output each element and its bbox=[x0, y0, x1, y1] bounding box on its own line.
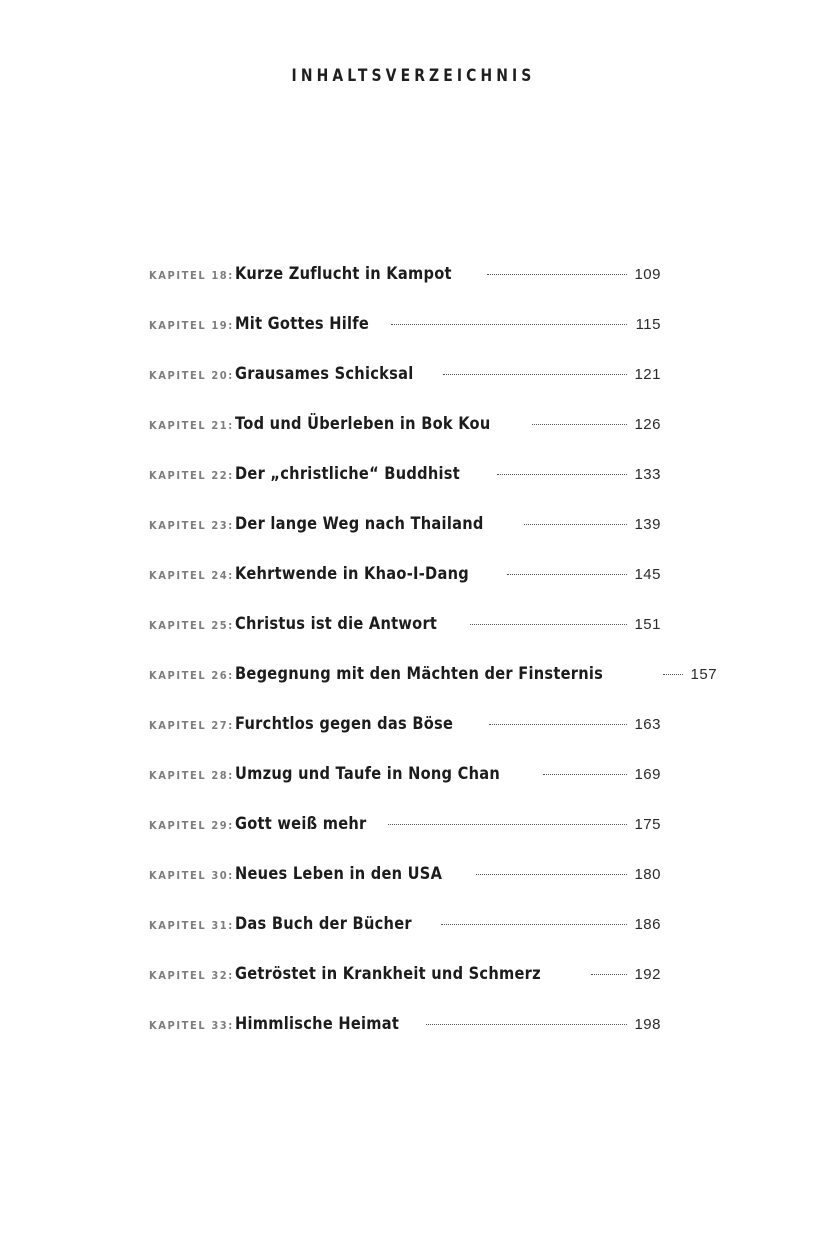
toc-entry[interactable] bbox=[149, 714, 661, 764]
page-number: 163 bbox=[634, 716, 661, 733]
page-number: 109 bbox=[634, 266, 661, 283]
page-number: 192 bbox=[634, 966, 661, 983]
page-title: INHALTSVERZEICHNIS bbox=[291, 66, 536, 86]
page-number: 175 bbox=[634, 816, 661, 833]
toc-entry[interactable] bbox=[149, 764, 661, 814]
toc-entry[interactable] bbox=[149, 914, 661, 964]
chapter-label: KAPITEL 20: bbox=[149, 369, 234, 382]
dot-leader bbox=[524, 524, 627, 525]
chapter-label: KAPITEL 21: bbox=[149, 419, 234, 432]
toc-entry[interactable] bbox=[149, 664, 718, 714]
dot-leader bbox=[391, 324, 627, 325]
page-number: 115 bbox=[635, 316, 661, 333]
page-number: 151 bbox=[634, 616, 661, 633]
toc-entry[interactable] bbox=[149, 364, 661, 414]
toc-entry[interactable] bbox=[149, 964, 661, 1014]
chapter-title: Himmlische Heimat bbox=[235, 1014, 400, 1034]
chapter-title: Getröstet in Krankheit und Schmerz bbox=[235, 964, 541, 984]
dot-leader bbox=[507, 574, 627, 575]
dot-leader bbox=[543, 774, 627, 775]
chapter-title: Grausames Schicksal bbox=[235, 364, 414, 384]
chapter-title: Furchtlos gegen das Böse bbox=[235, 714, 454, 734]
toc-entry[interactable] bbox=[149, 1014, 661, 1064]
chapter-label: KAPITEL 29: bbox=[149, 819, 234, 832]
chapter-title: Der lange Weg nach Thailand bbox=[235, 514, 484, 534]
chapter-title: Der „christliche“ Buddhist bbox=[235, 464, 460, 484]
chapter-label: KAPITEL 25: bbox=[149, 619, 234, 632]
dot-leader bbox=[497, 474, 627, 475]
toc-entry[interactable] bbox=[149, 564, 661, 614]
chapter-title: Kurze Zuflucht in Kampot bbox=[235, 264, 452, 284]
chapter-label: KAPITEL 31: bbox=[149, 919, 234, 932]
chapter-label: KAPITEL 18: bbox=[149, 269, 234, 282]
dot-leader bbox=[443, 374, 627, 375]
chapter-title: Christus ist die Antwort bbox=[235, 614, 438, 634]
dot-leader bbox=[388, 824, 627, 825]
dot-leader bbox=[426, 1024, 627, 1025]
page-number: 139 bbox=[634, 516, 661, 533]
page-number: 169 bbox=[634, 766, 661, 783]
toc-entry[interactable] bbox=[149, 464, 661, 514]
chapter-label: KAPITEL 27: bbox=[149, 719, 234, 732]
chapter-title: Das Buch der Bücher bbox=[235, 914, 412, 934]
page-number: 180 bbox=[634, 866, 661, 883]
chapter-label: KAPITEL 32: bbox=[149, 969, 234, 982]
toc-entry[interactable] bbox=[149, 514, 661, 564]
page-number: 198 bbox=[634, 1016, 661, 1033]
dot-leader bbox=[591, 974, 627, 975]
chapter-label: KAPITEL 26: bbox=[149, 669, 234, 682]
dot-leader bbox=[532, 424, 627, 425]
page-number: 157 bbox=[690, 666, 718, 683]
dot-leader bbox=[470, 624, 627, 625]
chapter-title: Tod und Überleben in Bok Kou bbox=[235, 414, 491, 434]
dot-leader bbox=[487, 274, 627, 275]
chapter-label: KAPITEL 23: bbox=[149, 519, 234, 532]
chapter-title: Begegnung mit den Mächten der Finsternis bbox=[235, 664, 604, 684]
page-number: 186 bbox=[634, 916, 661, 933]
dot-leader bbox=[476, 874, 627, 875]
page-number: 121 bbox=[634, 366, 661, 383]
dot-leader bbox=[663, 674, 683, 675]
chapter-title: Kehrtwende in Khao-I-Dang bbox=[235, 564, 469, 584]
chapter-label: KAPITEL 22: bbox=[149, 469, 234, 482]
toc-entry[interactable] bbox=[149, 314, 661, 364]
toc-entry[interactable] bbox=[149, 814, 661, 864]
chapter-title: Gott weiß mehr bbox=[235, 814, 367, 834]
page-number: 145 bbox=[634, 566, 661, 583]
chapter-label: KAPITEL 33: bbox=[149, 1019, 234, 1032]
chapter-title: Mit Gottes Hilfe bbox=[235, 314, 370, 334]
dot-leader bbox=[441, 924, 627, 925]
chapter-label: KAPITEL 30: bbox=[149, 869, 234, 882]
chapter-label: KAPITEL 24: bbox=[149, 569, 234, 582]
dot-leader bbox=[489, 724, 627, 725]
page-number: 133 bbox=[634, 466, 661, 483]
chapter-label: KAPITEL 28: bbox=[149, 769, 234, 782]
toc-entry[interactable] bbox=[149, 614, 661, 664]
chapter-title: Umzug und Taufe in Nong Chan bbox=[235, 764, 501, 784]
table-of-contents bbox=[149, 264, 718, 1064]
toc-entry[interactable] bbox=[149, 264, 661, 314]
chapter-title: Neues Leben in den USA bbox=[235, 864, 443, 884]
toc-entry[interactable] bbox=[149, 414, 661, 464]
toc-entry[interactable] bbox=[149, 864, 661, 914]
chapter-label: KAPITEL 19: bbox=[149, 319, 234, 332]
page-number: 126 bbox=[634, 416, 661, 433]
